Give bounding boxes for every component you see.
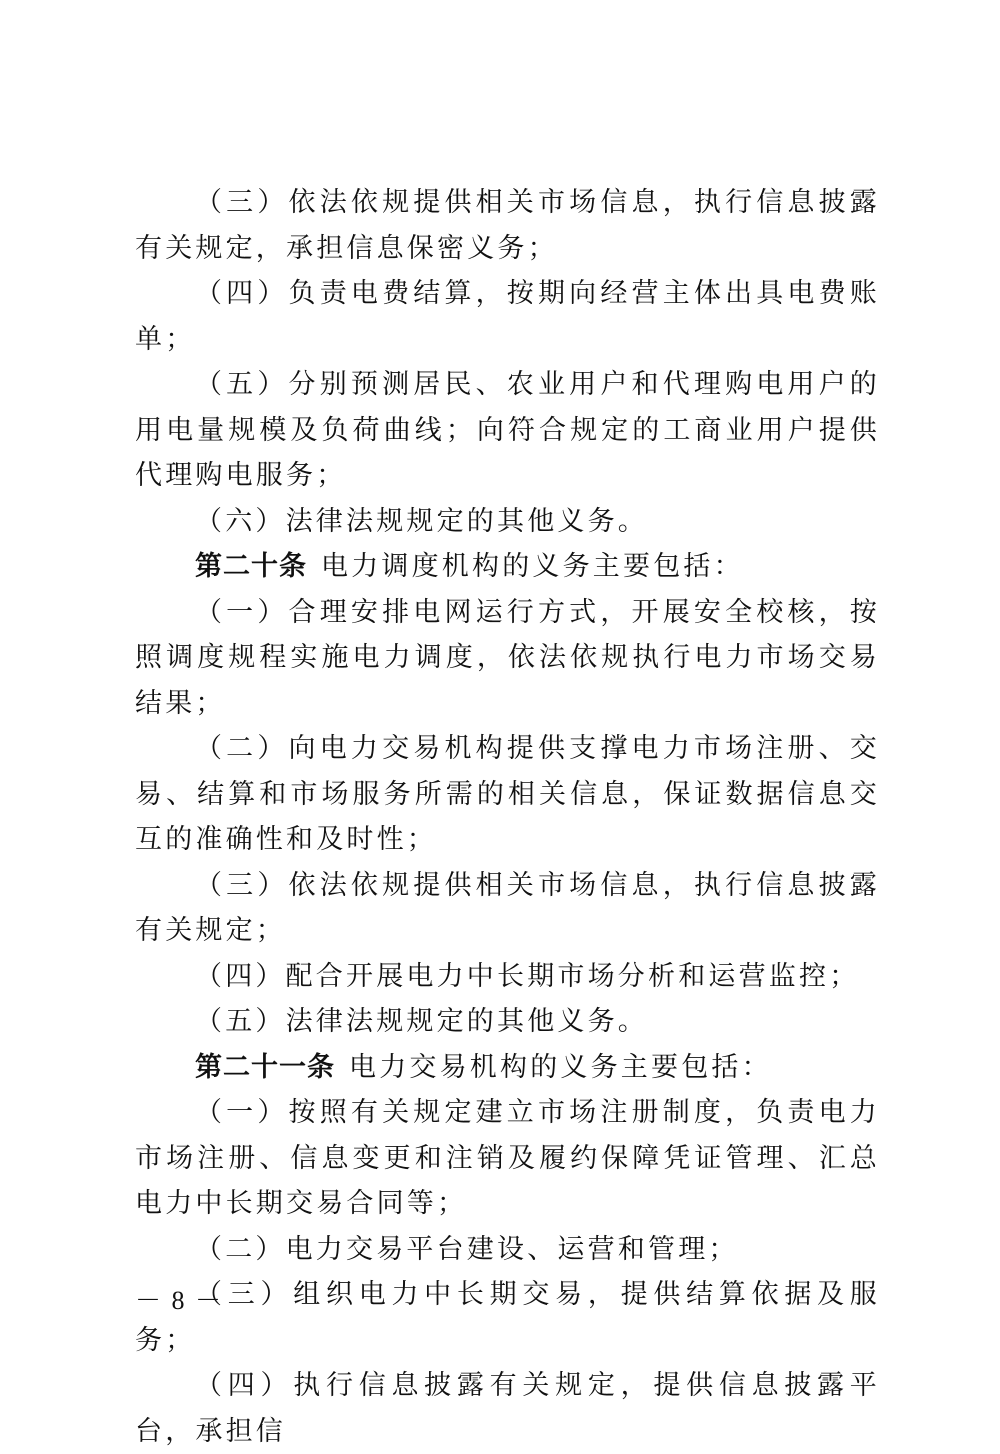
article-20-text: 电力调度机构的义务主要包括： [321, 551, 744, 582]
article-21-text: 电力交易机构的义务主要包括： [349, 1051, 772, 1083]
paragraph-item-4: （四）负责电费结算，按期向经营主体出具电费账单； [135, 278, 880, 355]
article-21-item-1: （一）按照有关规定建立市场注册制度，负责电力市场注册、信息变更和注销及履约保障凭证管理、汇总电力中长期交易合同等； [135, 1097, 880, 1219]
article-21-item-2: （二）电力交易平台建设、运营和管理； [195, 1233, 739, 1265]
article-20-item-2: （二）向电力交易机构提供支撑电力市场注册、交易、结算和市场服务所需的相关信息，保证数据信息交互的准确性和及时性； [135, 733, 880, 855]
article-20-item-1: （一）合理安排电网运行方式，开展安全校核，按照调度规程实施电力调度，依法依规执行电力市场交易结果； [135, 596, 880, 719]
article-20-item-3: （三）依法依规提供相关市场信息，执行信息披露有关规定； [135, 869, 880, 946]
article-20-item-4: （四）配合开展电力中长期市场分析和运营监控； [195, 960, 860, 992]
page-number: － 8 － [135, 1286, 224, 1315]
paragraph-item-3: （三）依法依规提供相关市场信息，执行信息披露有关规定，承担信息保密义务； [135, 187, 880, 264]
paragraph-item-6: （六）法律法规规定的其他义务。 [195, 505, 648, 537]
article-20-item-5: （五）法律法规规定的其他义务。 [195, 1006, 648, 1037]
paragraph-item-5: （五）分别预测居民、农业用户和代理购电用户的用电量规模及负荷曲线；向符合规定的工商业用户提供代理购电服务； [135, 369, 880, 491]
article-21-item-4: （四）执行信息披露有关规定，提供信息披露平台，承担信 [135, 1370, 880, 1447]
page-body [135, 180, 880, 1454]
article-21-heading [135, 1045, 880, 1091]
article-20-heading [135, 544, 880, 590]
article-21-item-3: （三）组织电力中长期交易，提供结算依据及服务； [135, 1279, 880, 1356]
article-21-number: 第二十一条 [195, 1051, 335, 1083]
article-20-number: 第二十条 [195, 551, 307, 582]
